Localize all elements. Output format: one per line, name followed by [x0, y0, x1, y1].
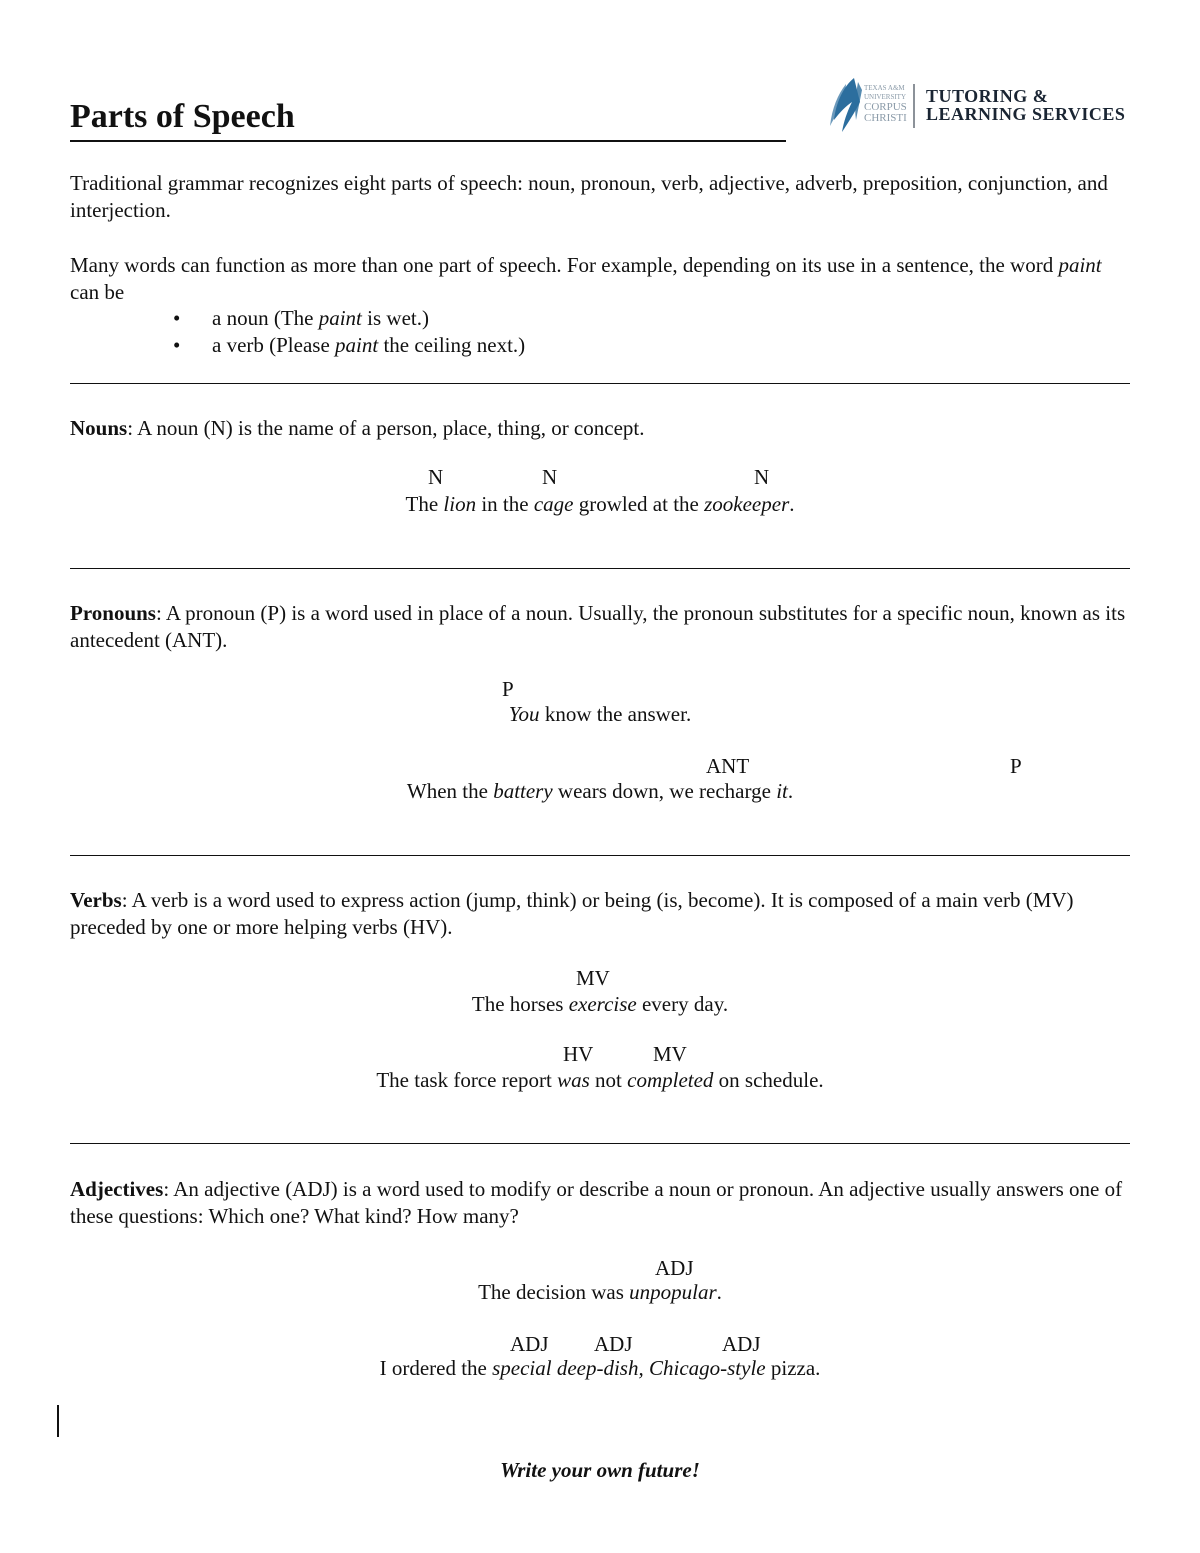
section-divider: [70, 855, 1130, 856]
antecedent-label: ANT: [706, 754, 750, 778]
verbs-definition: Verbs: A verb is a word used to express action (jump, think) or being (is, become). It is composed of a main verb (MV) preceded by one or more helping verbs (HV).: [70, 888, 1074, 939]
section-divider: [70, 1143, 1130, 1144]
noun-label: N: [754, 465, 770, 489]
pronoun-label: P: [1010, 754, 1022, 778]
verbs-example-1: The horses exercise every day.: [471, 992, 729, 1016]
page-title: Parts of Speech: [70, 98, 295, 135]
logo-university-line-4: CHRISTI: [864, 112, 907, 124]
helping-verb-label: HV: [563, 1042, 594, 1066]
intro-paragraph-2: Many words can function as more than one part of speech. For example, depending on its use in a sentence, the word paint can be: [70, 253, 1102, 304]
verbs-example-2: The task force report was not completed on schedule.: [376, 1068, 824, 1092]
pronoun-label: P: [502, 677, 514, 701]
pronouns-example-1: You know the answer.: [508, 702, 692, 726]
logo-university-line-1: TEXAS A&M: [864, 84, 905, 92]
footer-tagline: Write your own future!: [500, 1458, 700, 1482]
intro-paragraph-1: Traditional grammar recognizes eight parts of speech: noun, pronoun, verb, adjective, adverb, preposition, conjunction, and interjection.: [70, 171, 1108, 222]
pronouns-definition: Pronouns: A pronoun (P) is a word used in place of a noun. Usually, the pronoun substitutes for a specific noun, known as its antecedent (ANT).: [70, 601, 1126, 652]
adjectives-definition: Adjectives: An adjective (ADJ) is a word used to modify or describe a noun or pronoun. An adjective usually answers one of these questions: Which one? What kind? How many?: [70, 1177, 1123, 1228]
logo-university-line-3: CORPUS: [864, 101, 907, 113]
adjective-label: ADJ: [655, 1256, 694, 1280]
list-item: a verb (Please paint the ceiling next.): [212, 333, 526, 357]
adjective-label: ADJ: [722, 1332, 761, 1356]
logo-line-1: TUTORING &: [926, 86, 1049, 106]
nouns-definition: Nouns: A noun (N) is the name of a person, place, thing, or concept.: [70, 416, 645, 440]
adjectives-example-1: The decision was unpopular.: [478, 1280, 722, 1304]
logo-line-2: LEARNING SERVICES: [926, 104, 1126, 124]
adjective-label: ADJ: [594, 1332, 633, 1356]
title-underline: [70, 140, 786, 142]
section-divider: [70, 568, 1130, 569]
section-divider: [70, 383, 1130, 384]
text-cursor: [57, 1405, 59, 1437]
noun-label: N: [428, 465, 444, 489]
list-item: a noun (The paint is wet.): [212, 306, 429, 330]
main-verb-label: MV: [576, 966, 610, 990]
pronouns-example-2: When the battery wears down, we recharge it.: [406, 779, 794, 803]
bullet-dot-icon: •: [173, 306, 181, 330]
logo-university-line-2: UNIVERSITY: [864, 93, 906, 101]
noun-label: N: [542, 465, 558, 489]
bullet-dot-icon: •: [173, 333, 181, 357]
adjectives-example-2: I ordered the special deep-dish, Chicago-style pizza.: [379, 1356, 821, 1380]
main-verb-label: MV: [653, 1042, 687, 1066]
nouns-example: The lion in the cage growled at the zookeeper.: [405, 492, 795, 516]
adjective-label: ADJ: [510, 1332, 549, 1356]
